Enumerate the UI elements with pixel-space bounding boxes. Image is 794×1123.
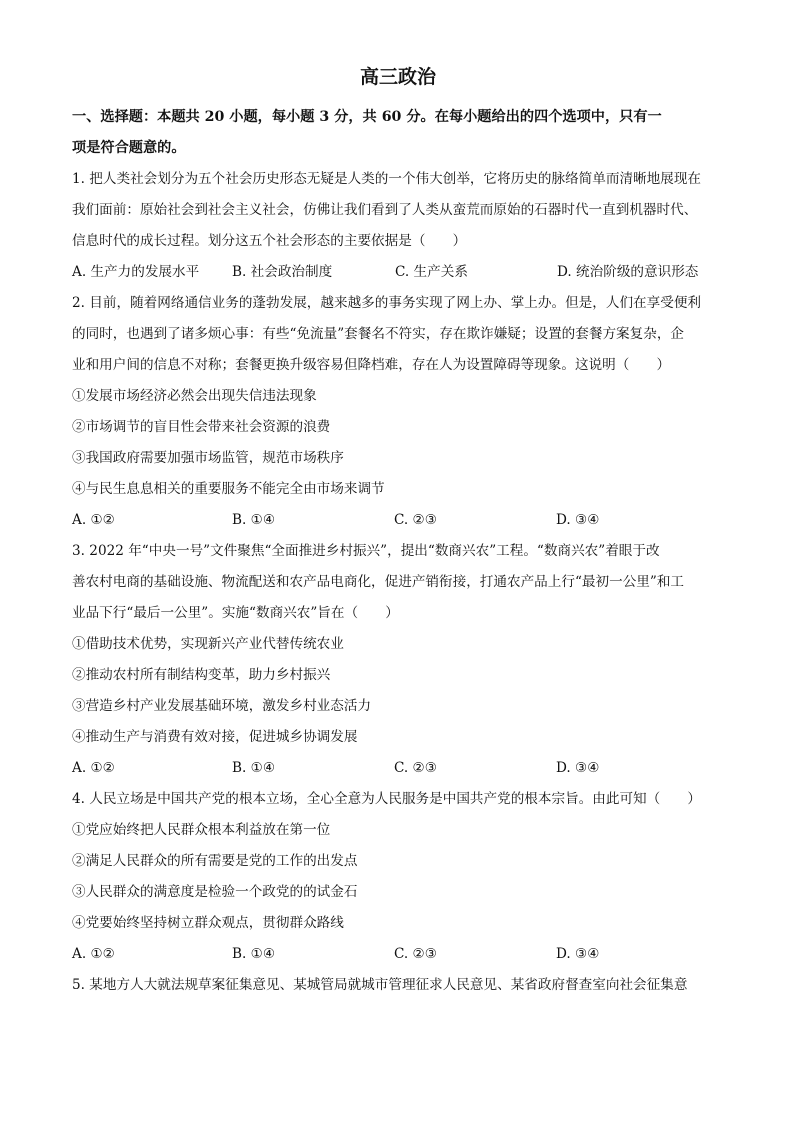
question-3-text-line: 善农村电商的基础设施、物流配送和农产品电商化，促进产销衔接，打通农产品上行“最初一公里”和工: [72, 574, 685, 590]
choice-b[interactable]: B. ①④: [232, 760, 276, 776]
question-2-text-line: 的同时，也遇到了诸多烦心事：有些“免流量”套餐名不符实，存在欺诈嫌疑；设置的套餐方案复杂，企: [72, 326, 685, 342]
question-1-text-line: 信息时代的成长过程。划分这五个社会形态的主要依据是（ ）: [72, 233, 467, 249]
statement-4: ④党要始终坚持树立群众观点，贯彻群众路线: [72, 915, 344, 931]
section-heading-line-2: 项是符合题意的。: [72, 140, 186, 156]
section-heading-line-1: 一、选择题：本题共 20 小题，每小题 3 分，共 60 分。在每小题给出的四个选项中，只有一: [72, 109, 662, 125]
choice-d[interactable]: D. ③④: [556, 946, 600, 962]
choice-a[interactable]: A. ①②: [72, 946, 115, 962]
statement-1: ①发展市场经济必然会出现失信违法现象: [72, 388, 317, 404]
choice-c[interactable]: C. ②③: [394, 760, 437, 776]
statement-4: ④推动生产与消费有效对接，促进城乡协调发展: [72, 729, 358, 745]
statement-2: ②推动农村所有制结构变革，助力乡村振兴: [72, 667, 331, 683]
statement-2: ②满足人民群众的所有需要是党的工作的出发点: [72, 853, 358, 869]
choice-a[interactable]: A. 生产力的发展水平: [72, 264, 200, 280]
question-2-choices: [72, 505, 724, 536]
choice-b[interactable]: B. 社会政治制度: [232, 264, 333, 280]
choice-b[interactable]: B. ①④: [232, 512, 276, 528]
question-4-text-line: 4. 人民立场是中国共产党的根本立场，全心全意为人民服务是中国共产党的根本宗旨。由此可知（ ）: [72, 791, 702, 807]
choice-c[interactable]: C. 生产关系: [395, 264, 468, 280]
question-4: [72, 784, 724, 970]
statement-4: ④与民生息息相关的重要服务不能完全由市场来调节: [72, 481, 385, 497]
question-2: [72, 288, 724, 536]
question-3-text-line: 3. 2022 年“中央一号”文件聚焦“全面推进乡村振兴”，提出“数商兴农”工程。“数商兴农”着眼于改: [72, 543, 660, 559]
choice-b[interactable]: B. ①④: [232, 946, 276, 962]
exam-page: [72, 64, 724, 1001]
choice-c[interactable]: C. ②③: [394, 512, 437, 528]
question-3-choices: [72, 753, 724, 784]
question-4-choices: [72, 939, 724, 970]
choice-d[interactable]: D. 统治阶级的意识形态: [557, 264, 699, 280]
choice-d[interactable]: D. ③④: [556, 512, 600, 528]
choice-a[interactable]: A. ①②: [72, 760, 115, 776]
choice-d[interactable]: D. ③④: [556, 760, 600, 776]
question-1-choices: [72, 257, 724, 288]
statement-2: ②市场调节的盲目性会带来社会资源的浪费: [72, 419, 331, 435]
page-title: 高三政治: [359, 66, 436, 88]
statement-3: ③营造乡村产业发展基础环境，激发乡村业态活力: [72, 698, 372, 714]
question-5: [72, 970, 724, 1001]
choice-c[interactable]: C. ②③: [394, 946, 437, 962]
question-2-text-line: 2. 目前，随着网络通信业务的蓬勃发展，越来越多的事务实现了网上办、掌上办。但是，人们在享受便利: [72, 295, 702, 311]
statement-3: ③我国政府需要加强市场监管，规范市场秩序: [72, 450, 344, 466]
statement-3: ③人民群众的满意度是检验一个政党的的试金石: [72, 884, 358, 900]
question-3-text-line: 业品下行“最后一公里”。实施“数商兴农”旨在（ ）: [72, 605, 399, 621]
question-3: [72, 536, 724, 784]
statement-1: ①借助技术优势，实现新兴产业代替传统农业: [72, 636, 344, 652]
question-1-text-line: 1. 把人类社会划分为五个社会历史形态无疑是人类的一个伟大创举，它将历史的脉络简单而清晰地展现在: [72, 171, 702, 187]
statement-1: ①党应始终把人民群众根本利益放在第一位: [72, 822, 331, 838]
choice-a[interactable]: A. ①②: [72, 512, 115, 528]
question-1-text-line: 我们面前：原始社会到社会主义社会，仿佛让我们看到了人类从蛮荒而原始的石器时代一直到机器时代、: [72, 202, 698, 218]
question-1: [72, 164, 724, 288]
question-2-text-line: 业和用户间的信息不对称；套餐更换升级容易但降档难，存在人为设置障碍等现象。这说明（ ）: [72, 357, 671, 373]
question-5-text-line: 5. 某地方人大就法规草案征集意见、某城管局就城市管理征求人民意见、某省政府督查室向社会征集意: [72, 977, 688, 993]
